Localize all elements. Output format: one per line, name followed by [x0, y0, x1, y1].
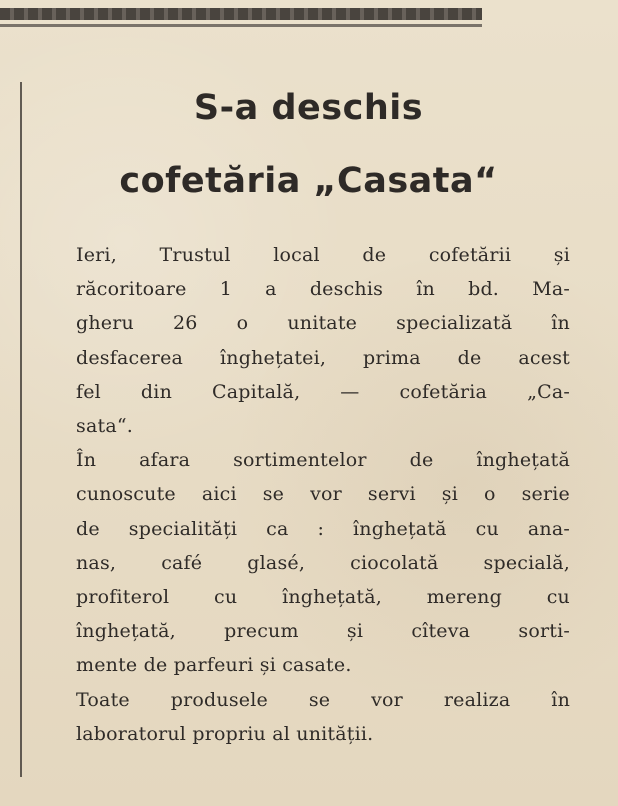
paragraph-3: [76, 683, 570, 751]
paragraph-1-line-3: gheru 26 o unitate specializată în: [76, 312, 570, 335]
left-column-rule: [20, 82, 22, 777]
paragraph-1: [76, 238, 570, 443]
top-thin-rule: [0, 24, 482, 27]
paragraph-2-line-6: înghețată, precum și cîteva sorti-: [76, 620, 570, 643]
paragraph-1-line-6: sata“.: [76, 415, 133, 438]
top-rule: [0, 8, 482, 20]
paragraph-2-line-5: profiterol cu înghețată, mereng cu: [76, 586, 570, 609]
paragraph-2-line-1: În afara sortimentelor de înghețată: [76, 449, 570, 472]
paragraph-1-line-5: fel din Capitală, — cofetăria „Ca-: [76, 380, 570, 403]
paragraph-2-line-4: nas, café glasé, ciocolată specială,: [76, 551, 570, 574]
paragraph-2-line-2: cunoscute aici se vor servi și o serie: [76, 483, 570, 506]
paragraph-3-line-2: laboratorul propriu al unității.: [76, 722, 374, 745]
paragraph-1-line-4: desfacerea înghețatei, prima de acest: [76, 346, 570, 369]
paragraph-3-line-1: Toate produsele se vor realiza în: [76, 688, 570, 711]
paragraph-1-line-2: răcoritoare 1 a deschis în bd. Ma-: [76, 278, 570, 301]
article-body: [76, 238, 570, 751]
headline-line-1: S-a deschis: [193, 88, 424, 128]
paragraph-1-line-1: Ieri, Trustul local de cofetării și: [76, 244, 570, 266]
paragraph-2-line-3: de specialități ca : înghețată cu ana-: [76, 517, 570, 540]
paragraph-2-line-7: mente de parfeuri și casate.: [76, 654, 352, 677]
article-headline: [56, 72, 561, 218]
headline-line-2: cofetăria „Casata“: [119, 161, 498, 201]
paragraph-2: [76, 443, 570, 682]
